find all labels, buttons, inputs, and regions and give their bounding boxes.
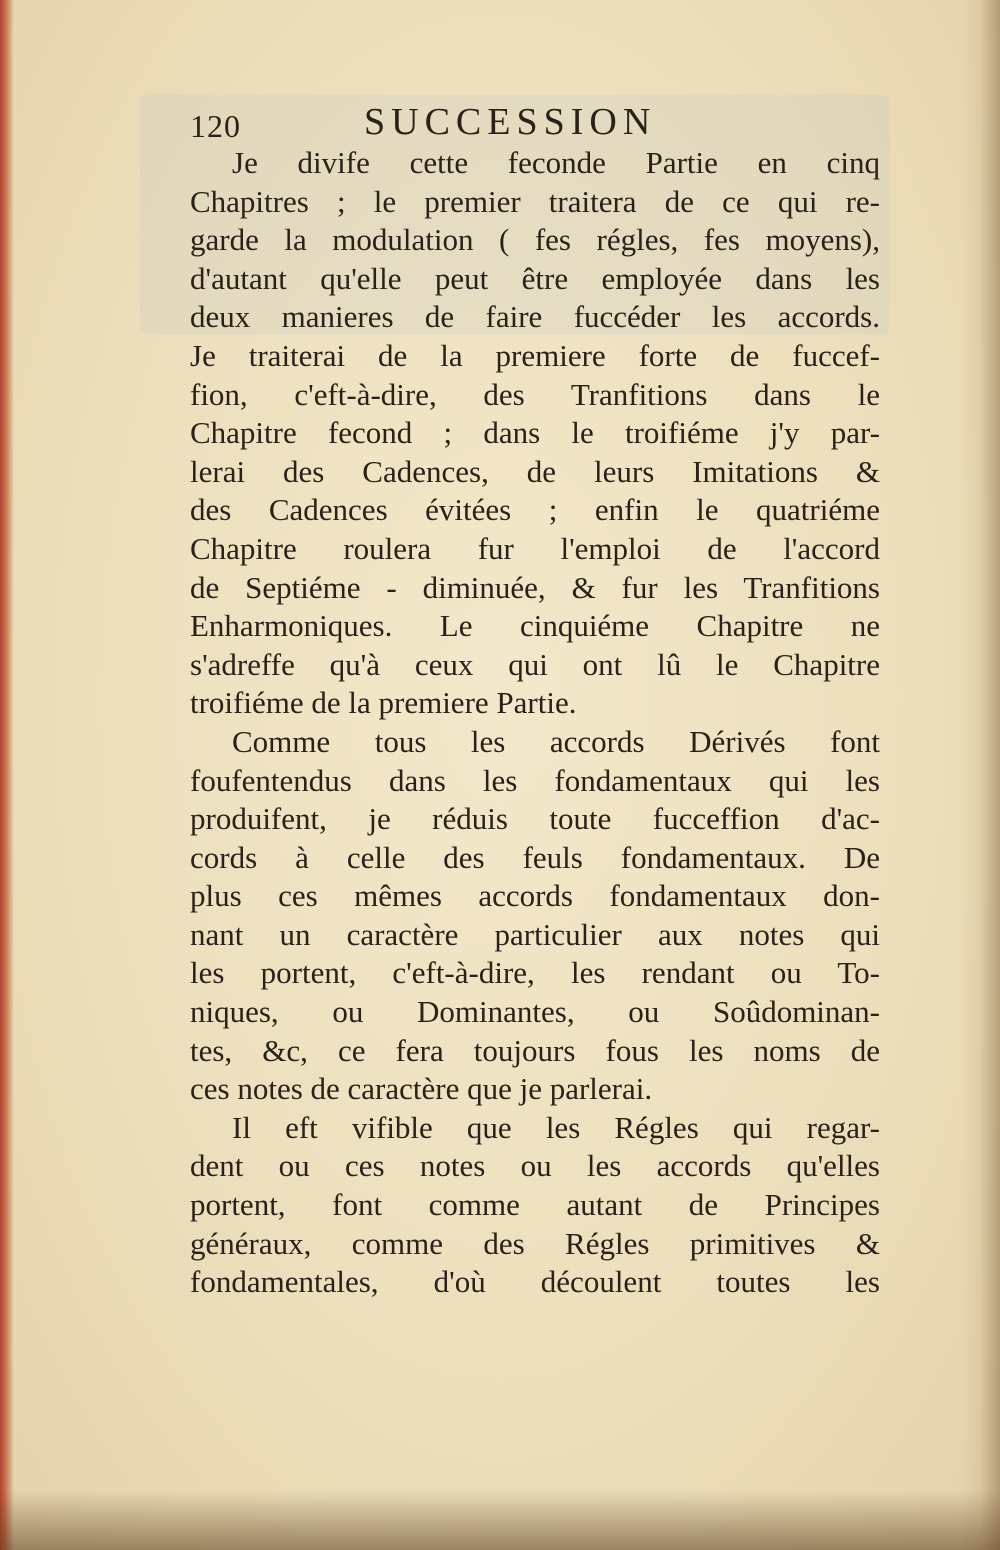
text-line: produifent, je réduis toute fucceffion d'ac-: [190, 801, 880, 837]
text-line: nant un caractère particulier aux notes qui: [190, 916, 880, 952]
text-line: les portent, c'eft-à-dire, les rendant ou To-: [190, 955, 880, 991]
text-line: Je divife cette feconde Partie en cinq: [232, 145, 880, 180]
text-line: garde la modulation ( fes régles, fes moyens),: [190, 222, 880, 258]
page-gutter-shadow: [960, 0, 1000, 1550]
text-line: ces notes de caractère que je parlerai.: [190, 1071, 653, 1107]
paragraph-2: [190, 723, 880, 1109]
text-line: plus ces mêmes accords fondamentaux don-: [190, 878, 880, 914]
text-line: de Septiéme - diminuée, & fur les Tranfitions: [190, 569, 880, 605]
text-line: dent ou ces notes ou les accords qu'elles: [190, 1148, 880, 1184]
text-line: fion, c'eft-à-dire, des Tranfitions dans le: [190, 376, 880, 412]
paragraph-3: [190, 1109, 880, 1302]
text-line: Enharmoniques. Le cinquiéme Chapitre ne: [190, 608, 880, 644]
text-line: tes, &c, ce fera toujours fous les noms de: [190, 1032, 880, 1068]
text-line: Chapitres ; le premier traitera de ce qui re-: [190, 183, 880, 219]
text-line: foufentendus dans les fondamentaux qui les: [190, 762, 880, 798]
text-line: cords à celle des feuls fondamentaux. De: [190, 839, 880, 875]
text-line: des Cadences évitées ; enfin le quatriéme: [190, 492, 880, 528]
text-line: Chapitre roulera fur l'emploi de l'accord: [190, 530, 880, 566]
text-line: niques, ou Dominantes, ou Soûdominan-: [190, 994, 880, 1030]
paragraph-1: [190, 144, 880, 723]
text-line: s'adreffe qu'à ceux qui ont lû le Chapitre: [190, 646, 880, 682]
text-line: lerai des Cadences, de leurs Imitations &: [190, 453, 880, 489]
text-line: fondamentales, d'où découlent toutes les: [190, 1264, 880, 1300]
text-line: Comme tous les accords Dérivés font: [232, 723, 880, 759]
text-line: Il eft vifible que les Régles qui regar-: [232, 1109, 880, 1145]
page-number: 120: [190, 108, 241, 144]
running-head: [190, 100, 880, 152]
text-line: d'autant qu'elle peut être employée dans les: [190, 260, 880, 296]
text-line: Chapitre fecond ; dans le troifiéme j'y par-: [190, 415, 880, 451]
running-title: SUCCESSION: [364, 101, 657, 143]
page-bottom-shadow: [0, 1490, 1000, 1550]
text-line: troifiéme de la premiere Partie.: [190, 685, 577, 721]
text-line: généraux, comme des Régles primitives &: [190, 1225, 880, 1261]
text-line: deux manieres de faire fuccéder les accords.: [190, 299, 880, 335]
text-line: portent, font comme autant de Principes: [190, 1187, 880, 1223]
page-binding-edge: [0, 0, 14, 1550]
text-line: Je traiterai de la premiere forte de fuccef-: [190, 337, 880, 373]
text-block: [190, 100, 880, 1302]
